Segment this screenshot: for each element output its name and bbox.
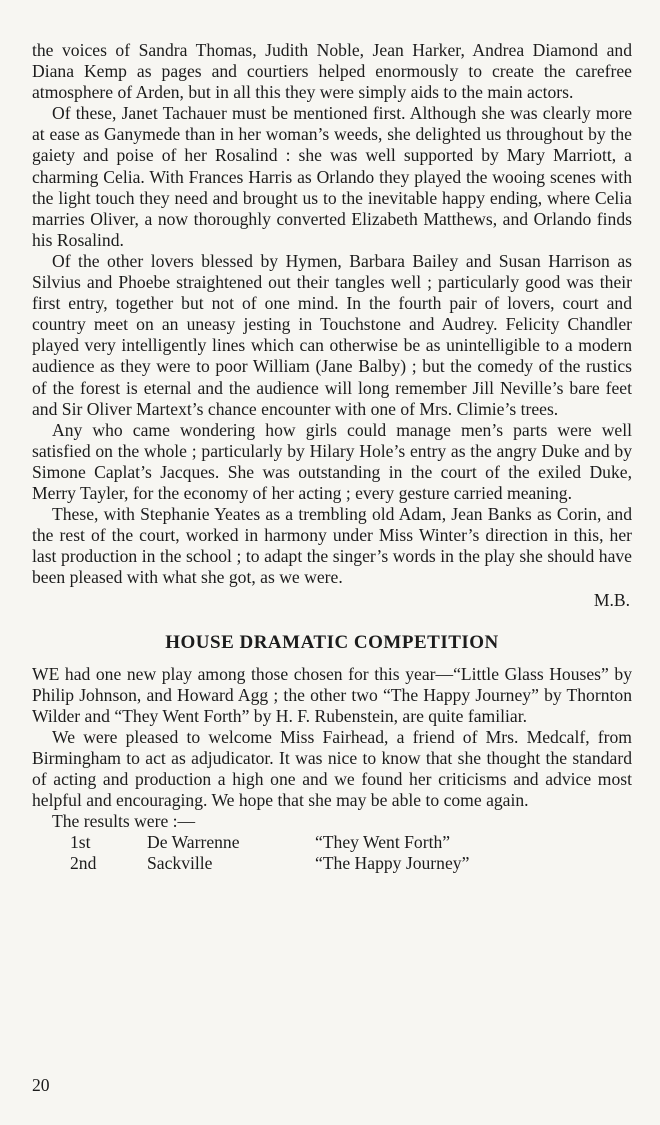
results-intro: The results were :—	[52, 811, 196, 832]
result-play: “The Happy Journey”	[315, 853, 470, 874]
review-paragraph-2: Of these, Janet Tachauer must be mentioned first. Although she was clearly more at ease as Ganymede than in her woman’s weeds, she delighted us throughout by the gaiety and poise of her Rosalind : she was well supported by Mary Marriott, a charming Celia. With Frances Harris as Orlando they played the wooing scenes with the light touch they need and brought us to the inevitable happy ending, where Celia marries Oliver, a now thoroughly converted Elizabeth Matthews, and Orlando finds his Rosalind.	[32, 103, 632, 250]
result-play: “They Went Forth”	[315, 832, 451, 853]
results-table	[32, 832, 632, 874]
result-house: Sackville	[147, 853, 213, 874]
review-paragraph-1: the voices of Sandra Thomas, Judith Noble, Jean Harker, Andrea Diamond and Diana Kemp as pages and courtiers helped enormously to create the carefree atmosphere of Arden, but in all this they were simply aids to the main actors.	[32, 40, 632, 103]
result-place: 2nd	[70, 853, 97, 874]
competition-paragraph-2: We were pleased to welcome Miss Fairhead, a friend of Mrs. Medcalf, from Birmingham to act as adjudicator. It was nice to know that she thought the standard of acting and production a high one and we found her criticisms and advice most helpful and encouraging. We hope that she may be able to come again.	[32, 726, 632, 811]
result-place: 1st	[70, 832, 91, 853]
review-paragraph-5: These, with Stephanie Yeates as a trembling old Adam, Jean Banks as Corin, and the rest of the court, worked in harmony under Miss Winter’s direction in this, her last production in the school ; to adapt the singer’s words in the play she should have been pleased with what she got, as we were.	[32, 504, 632, 588]
review-section	[32, 40, 632, 612]
competition-section	[32, 632, 632, 875]
result-row	[32, 853, 632, 874]
result-house: De Warrenne	[147, 832, 240, 853]
review-signature: M.B.	[593, 590, 630, 611]
result-row	[32, 832, 632, 853]
competition-paragraph-1: WE had one new play among those chosen for this year—“Little Glass Houses” by Philip Johnson, and Howard Agg ; the other two “The Happy Journey” by Thornton Wilder and “They Went Forth” by H. F. Rubenstein, are quite familiar.	[32, 663, 632, 726]
section-heading: HOUSE DRAMATIC COMPETITION	[165, 631, 499, 653]
review-paragraph-3: Of the other lovers blessed by Hymen, Barbara Bailey and Susan Harrison as Silvius and Phoebe straightened out their tangles well ; particularly good was their first entry, together but not of one mind. In the fourth pair of lovers, court and country meet on an uneasy jesting in Touchstone and Audrey. Felicity Chandler played very intelligently lines which can otherwise be as unintelligible to a modern audience as they were to poor William (Jane Balby) ; but the comedy of the rustics of the forest is eternal and the audience will long remember Jill Neville’s bare feet and Sir Oliver Martext’s chance encounter with one of Mrs. Climie’s trees.	[32, 250, 632, 419]
page-number: 20	[32, 1075, 50, 1095]
review-paragraph-4: Any who came wondering how girls could manage men’s parts were well satisfied on the whole ; particularly by Hilary Hole’s entry as the angry Duke and by Simone Caplat’s Jacques. She was outstanding in the court of the exiled Duke, Merry Tayler, for the economy of her acting ; every gesture carried meaning.	[32, 419, 632, 503]
